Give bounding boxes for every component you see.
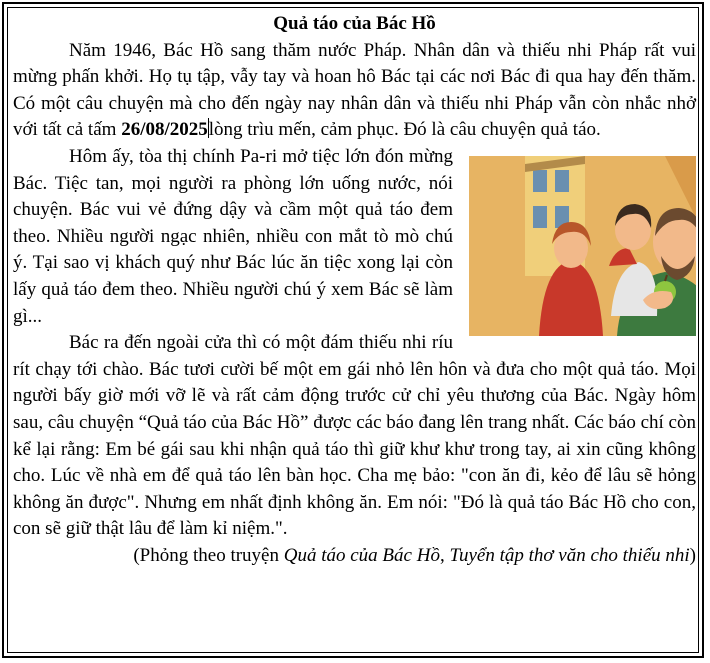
story-content <box>13 11 696 569</box>
source-story-title: Quả táo của Bác Hồ <box>283 544 440 566</box>
illustration-uncle-ho-with-child-icon <box>469 156 696 336</box>
paragraph-1 <box>13 38 696 144</box>
paragraph-1-text-after: lòng trìu mến, cảm phục. Đó là câu chuyện quả táo. <box>208 119 601 141</box>
illustration-svg <box>525 156 696 336</box>
source-separator: , <box>439 544 450 566</box>
highlighted-date: 26/08/2025 <box>121 119 208 141</box>
paragraph-1-text-before: Năm 1946, Bác Hồ sang thăm nước Pháp. Nhân dân và thiếu nhi Pháp rất vui mừng phấn khởi. Họ tụ tập, vẫy tay và hoan hô Bác tại các nơi Bác đi qua hay đến thăm. Có một câu chuyện mà cho đến ngày nay nhân dân và thiếu nhi Pháp vẫn còn nhắc nhở với tất cả tấm <box>13 39 696 141</box>
paragraph-2-text: Hôm ấy, tòa thị chính Pa-ri mở tiệc lớn đón mừng Bác. Tiệc tan, mọi người ra phòng lớn uống nước, nói chuyện. Bác vui vẻ đứng dậy và cầm một quả táo đem theo. Nhiều người ngạc nhiên, nhiều con mắt tò mò chú ý. Tại sao vị khách quý như Bác lúc ăn tiệc xong lại còn lấy quả táo đem theo. Nhiều người chú ý xem Bác sẽ làm gì... <box>13 145 453 327</box>
source-suffix: ) <box>689 544 696 566</box>
paragraph-3: Bác ra đến ngoài cửa thì có một đám thiếu nhi ríu rít chạy tới chào. Bác tươi cười bế một em gái nhỏ lên hôn và đưa cho một quả táo. Mọi người bấy giờ mới vỡ lẽ và rất cảm động trước cử chỉ yêu thương của Bác. Ngày hôm sau, câu chuyện “Quả táo của Bác Hồ” được các báo đang lên trang nhất. Các báo chí còn kể lại rằng: Em bé gái sau khi nhận quả táo thì giữ khư khư trong tay, ai xin cũng không cho. Lúc về nhà em để quả táo lên bàn học. Cha mẹ bảo: "con ăn đi, kẻo để lâu sẽ hỏng không ăn được". Nhưng em nhất định không ăn. Em nói: "Đó là quả táo Bác Hồ cho con, con sẽ giữ thật lâu để làm kỉ niệm.". <box>13 332 696 540</box>
story-title: Quả táo của Bác Hồ <box>273 13 436 34</box>
source-citation <box>13 543 696 570</box>
paragraph-2 <box>13 144 696 330</box>
source-prefix: (Phỏng theo truyện <box>133 544 284 566</box>
source-collection-title: Tuyển tập thơ văn cho thiếu nhi <box>449 544 690 566</box>
